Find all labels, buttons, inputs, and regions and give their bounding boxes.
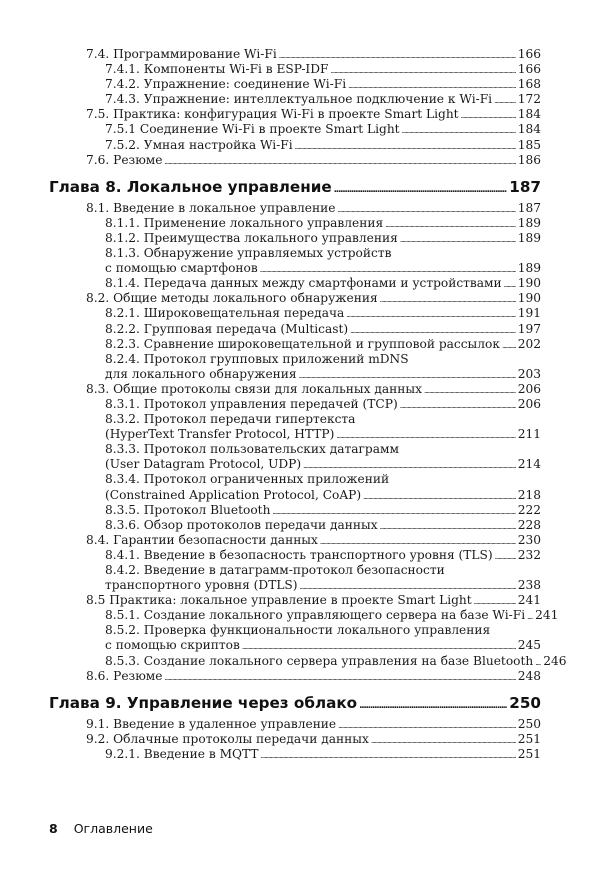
toc-entry[interactable] xyxy=(49,533,541,548)
toc-entry-page-number: 211 xyxy=(517,427,541,442)
toc-entry-title: 7.4.2. Упражнение: соединение Wi-Fi xyxy=(105,77,347,92)
toc-entry-page-number: 166 xyxy=(517,62,541,77)
toc-entry[interactable] xyxy=(49,593,541,608)
toc-entry[interactable] xyxy=(49,503,541,518)
toc-entry[interactable] xyxy=(49,291,541,306)
toc-entry-page-number: 230 xyxy=(517,532,541,547)
toc-entry-page-number: 214 xyxy=(517,457,541,472)
toc-entry-page-number: 187 xyxy=(517,200,541,215)
toc-entry-page-number: 184 xyxy=(517,122,541,137)
toc-entry[interactable] xyxy=(49,563,541,578)
toc-entry-page-number: 203 xyxy=(517,366,541,381)
toc-entry-page-number: 184 xyxy=(517,107,541,122)
toc-entry-page-number: 250 xyxy=(517,716,541,731)
toc-entry[interactable] xyxy=(49,62,541,77)
toc-entry[interactable] xyxy=(49,548,541,563)
toc-entry-page-number: 172 xyxy=(517,92,541,107)
footer-label: Оглавление xyxy=(73,821,153,836)
toc-entry-title: 8.3.5. Протокол Bluetooth xyxy=(105,502,271,517)
toc-entry-title: 8.3. Общие протоколы связи для локальных данных xyxy=(86,381,422,396)
toc-entry[interactable] xyxy=(49,77,541,92)
toc-entry-page-number: 189 xyxy=(517,215,541,230)
toc-entry-title: 7.5. Практика: конфигурация Wi-Fi в проекте Smart Light xyxy=(86,107,459,122)
toc-entry-page-number: 197 xyxy=(517,321,541,336)
toc-entry[interactable] xyxy=(49,457,541,472)
toc-entry-title: 8.2. Общие методы локального обнаружения xyxy=(86,291,378,306)
toc-entry-title: 8.3.1. Протокол управления передачей (TCP) xyxy=(105,396,398,411)
toc-entry-title: 9.2.1. Введение в MQTT xyxy=(105,746,259,761)
toc-entry-page-number: 250 xyxy=(509,693,541,712)
footer-page-number: 8 xyxy=(49,821,58,836)
toc-entry[interactable] xyxy=(49,306,541,321)
toc-entry-title: (User Datagram Protocol, UDP) xyxy=(105,457,302,472)
toc-entry[interactable] xyxy=(49,578,541,593)
toc-entry-title: 8.3.2. Протокол передачи гипертекста xyxy=(105,412,356,427)
toc-entry-title: 8.3.6. Обзор протоколов передачи данных xyxy=(105,517,378,532)
toc-entry[interactable] xyxy=(49,412,541,427)
toc-entry-page-number: 222 xyxy=(517,502,541,517)
toc-entry[interactable] xyxy=(49,623,541,638)
toc-entry-title: 8.5 Практика: локальное управление в проекте Smart Light xyxy=(86,593,472,608)
toc-chapter-entry[interactable] xyxy=(49,177,541,197)
toc-entry[interactable] xyxy=(49,732,541,747)
toc-entry[interactable] xyxy=(49,382,541,397)
toc-entry-page-number: 241 xyxy=(517,593,541,608)
toc-entry[interactable] xyxy=(49,153,541,168)
toc-entry-page-number: 251 xyxy=(517,731,541,746)
toc-chapter-entry[interactable] xyxy=(49,693,541,713)
toc-entry-title: 8.5.1. Создание локального управляющего сервера на базе Wi-Fi xyxy=(105,608,526,623)
toc-entry-title: 9.2. Облачные протоколы передачи данных xyxy=(86,731,369,746)
toc-entry-title: 8.3.3. Протокол пользовательских датаграмм xyxy=(105,442,399,457)
toc-entry-title: 8.1. Введение в локальное управление xyxy=(86,200,336,215)
toc-entry-page-number: 228 xyxy=(517,517,541,532)
toc-entry-title: 8.4. Гарантии безопасности данных xyxy=(86,532,318,547)
toc-entry[interactable] xyxy=(49,669,541,684)
toc-entry[interactable] xyxy=(49,488,541,503)
toc-entry[interactable] xyxy=(49,747,541,762)
toc-entry-title: 8.5.3. Создание локального сервера управления на базе Bluetooth xyxy=(105,653,534,668)
toc-entry[interactable] xyxy=(49,352,541,367)
toc-entry-title: 8.6. Резюме xyxy=(86,668,163,683)
toc-entry-title: (HyperText Transfer Protocol, HTTP) xyxy=(105,427,335,442)
toc-entry-page-number: 206 xyxy=(517,381,541,396)
toc-entry[interactable] xyxy=(49,472,541,487)
toc-entry-title: 8.3.4. Протокол ограниченных приложений xyxy=(105,472,390,487)
toc-entry[interactable] xyxy=(49,427,541,442)
toc-entry[interactable] xyxy=(49,608,559,623)
toc-entry[interactable] xyxy=(49,231,541,246)
toc-entry-page-number: 248 xyxy=(517,668,541,683)
dot-leader xyxy=(165,669,516,686)
toc-entry-title: 8.2.3. Сравнение широковещательной и групповой рассылок xyxy=(105,336,500,351)
toc-entry-page-number: 166 xyxy=(517,47,541,61)
toc-entry-page-number: 246 xyxy=(543,653,567,668)
toc-entry-title: 8.1.3. Обнаружение управляемых устройств xyxy=(105,246,392,261)
toc-entry[interactable] xyxy=(49,201,541,216)
toc-entry-page-number: 245 xyxy=(517,638,541,653)
toc-entry[interactable] xyxy=(49,367,541,382)
dot-leader xyxy=(261,747,516,764)
toc-entry-page-number: 232 xyxy=(517,547,541,562)
toc-entry[interactable] xyxy=(49,246,541,261)
toc-entry-page-number: 218 xyxy=(517,487,541,502)
toc-entry[interactable] xyxy=(49,276,541,291)
toc-entry-title: для локального обнаружения xyxy=(105,366,297,381)
toc-entry-page-number: 189 xyxy=(517,261,541,276)
toc-entry-page-number: 206 xyxy=(517,396,541,411)
toc-entry-title: 8.1.4. Передача данных между смартфонами и устройствами xyxy=(105,276,502,291)
toc-entry-page-number: 185 xyxy=(517,137,541,152)
dot-leader xyxy=(165,153,516,170)
toc-entry-title: Глава 8. Локальное управление xyxy=(49,177,332,196)
toc-entry-page-number: 168 xyxy=(517,77,541,92)
toc-entry-title: (Constrained Application Protocol, CoAP) xyxy=(105,487,362,502)
toc-entry-title: с помощью смартфонов xyxy=(105,261,258,276)
toc-entry[interactable] xyxy=(49,442,541,457)
toc-entry-title: 7.5.1 Соединение Wi-Fi в проекте Smart Light xyxy=(105,122,400,137)
toc-entry[interactable] xyxy=(49,337,541,352)
toc-entry-title: 7.4. Программирование Wi-Fi xyxy=(86,47,277,61)
toc-entry[interactable] xyxy=(49,107,541,122)
toc-entry-title: 8.2.1. Широковещательная передача xyxy=(105,306,345,321)
dot-leader xyxy=(334,177,508,200)
toc-entry[interactable] xyxy=(49,92,541,107)
toc-entry[interactable] xyxy=(49,261,541,276)
toc-entry[interactable] xyxy=(49,653,567,669)
toc-entry-page-number: 202 xyxy=(517,336,541,351)
toc-entry-title: 8.1.2. Преимущества локального управления xyxy=(105,230,398,245)
toc-entry-title: 8.2.4. Протокол групповых приложений mDNS xyxy=(105,351,409,366)
toc-entry-title: 7.4.3. Упражнение: интеллектуальное подключение к Wi-Fi xyxy=(105,92,493,107)
toc-entry-title: 7.5.2. Умная настройка Wi-Fi xyxy=(105,137,293,152)
toc-entry-title: транспортного уровня (DTLS) xyxy=(105,578,298,593)
toc-entry-title: 8.4.2. Введение в датаграмм-протокол безопасности xyxy=(105,563,445,577)
toc-entry-page-number: 190 xyxy=(517,291,541,306)
toc-entry-page-number: 190 xyxy=(517,276,541,291)
toc-entry-title: 8.2.2. Групповая передача (Multicast) xyxy=(105,321,349,336)
toc-entry[interactable] xyxy=(49,717,541,732)
toc-entry[interactable] xyxy=(49,138,541,153)
toc-entry[interactable] xyxy=(49,322,541,337)
toc-entry-title: 9.1. Введение в удаленное управление xyxy=(86,716,337,731)
toc-entry-page-number: 187 xyxy=(509,177,541,196)
toc-entry-title: Глава 9. Управление через облако xyxy=(49,693,358,712)
toc-entry[interactable] xyxy=(49,216,541,231)
toc-entry-title: с помощью скриптов xyxy=(105,638,240,653)
page-footer xyxy=(49,821,153,836)
toc-entry-title: 8.5.2. Проверка функциональности локального управления xyxy=(105,623,491,638)
toc-entry-title: 7.4.1. Компоненты Wi-Fi в ESP-IDF xyxy=(105,62,329,77)
dot-leader xyxy=(359,693,507,716)
toc-entry[interactable] xyxy=(49,122,541,137)
toc-entry-page-number: 238 xyxy=(517,578,541,593)
toc-entry[interactable] xyxy=(49,397,541,412)
toc-entry[interactable] xyxy=(49,47,541,62)
toc-entry-page-number: 241 xyxy=(535,608,559,623)
toc-entry[interactable] xyxy=(49,518,541,533)
toc-entry-title: 8.1.1. Применение локального управления xyxy=(105,215,384,230)
table-of-contents xyxy=(49,47,567,762)
toc-entry-title: 7.6. Резюме xyxy=(86,152,163,167)
toc-entry-page-number: 251 xyxy=(517,746,541,761)
toc-entry-page-number: 186 xyxy=(517,152,541,167)
toc-entry-title: 8.4.1. Введение в безопасность транспортного уровня (TLS) xyxy=(105,547,493,562)
toc-entry[interactable] xyxy=(49,638,541,653)
toc-entry-page-number: 189 xyxy=(517,230,541,245)
toc-entry-page-number: 191 xyxy=(517,306,541,321)
